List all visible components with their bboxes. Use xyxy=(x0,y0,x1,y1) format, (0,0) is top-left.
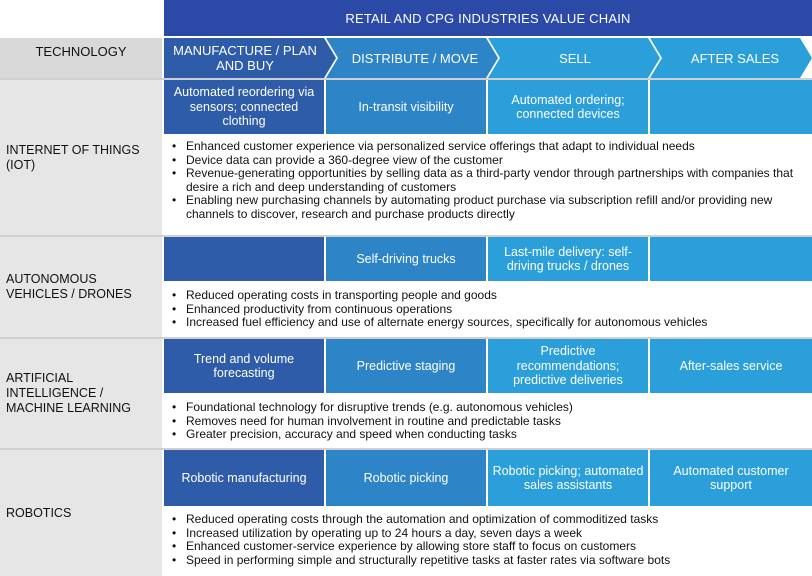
bullet-item: • Enhanced customer experience via personalized service offerings that adapt to individual needs xyxy=(186,140,812,154)
stage-sell-label: SELL xyxy=(559,50,591,66)
bullets-autonomous xyxy=(164,289,812,330)
row-label-robotics: ROBOTICS xyxy=(0,450,162,576)
cell-robotics-manufacture: Robotic manufacturing xyxy=(164,450,324,506)
bullet-item: • Removes need for human involvement in routine and predictable tasks xyxy=(186,415,812,429)
cell-robotics-after-sales: Automated customer support xyxy=(650,450,812,506)
cell-av-manufacture xyxy=(164,237,324,281)
bullet-item: • Device data can provide a 360-degree view of the customer xyxy=(186,154,812,168)
stage-distribute-label: DISTRIBUTE / MOVE xyxy=(351,50,479,66)
stage-manufacture-label: MANUFACTURE / PLAN AND BUY xyxy=(173,43,317,73)
bullet-item: • Speed in performing simple and structurally repetitive tasks at faster rates via software bots xyxy=(186,554,812,568)
row-label-ai-ml: ARTIFICIAL INTELLIGENCE / MACHINE LEARNING xyxy=(0,339,162,448)
bullet-item: • Increased fuel efficiency and use of alternate energy sources, specifically for autonomous vehicles xyxy=(186,316,812,330)
cell-av-after-sales xyxy=(650,237,812,281)
cell-ai-after-sales: After-sales service xyxy=(650,339,812,393)
bullet-item: • Greater precision, accuracy and speed when conducting tasks xyxy=(186,428,812,442)
bullet-item: • Reduced operating costs in transporting people and goods xyxy=(186,289,812,303)
bullet-item: • Revenue-generating opportunities by selling data as a third-party vendor through partnerships with companies that desire a rich and deep understanding of customers xyxy=(186,167,812,194)
cell-iot-sell: Automated ordering; connected devices xyxy=(488,80,648,134)
cell-av-sell: Last-mile delivery: self-driving trucks / drones xyxy=(488,237,648,281)
cell-iot-manufacture: Automated reordering via sensors; connected clothing xyxy=(164,80,324,134)
bullets-iot xyxy=(164,140,812,222)
cell-ai-manufacture: Trend and volume forecasting xyxy=(164,339,324,393)
cell-ai-distribute: Predictive staging xyxy=(326,339,486,393)
technology-header: TECHNOLOGY xyxy=(0,38,162,78)
cell-av-distribute: Self-driving trucks xyxy=(326,237,486,281)
bullet-item: • Enhanced customer-service experience by allowing store staff to focus on customers xyxy=(186,540,812,554)
bullet-item: • Reduced operating costs through the automation and optimization of commoditized tasks xyxy=(186,513,812,527)
bullets-ai-ml xyxy=(164,401,812,442)
row-label-iot: INTERNET OF THINGS (IOT) xyxy=(0,80,162,235)
cell-robotics-sell: Robotic picking; automated sales assistants xyxy=(488,450,648,506)
bullet-item: • Foundational technology for disruptive trends (e.g. autonomous vehicles) xyxy=(186,401,812,415)
stage-after-sales-label: AFTER SALES xyxy=(690,50,780,66)
bullet-item: • Increased utilization by operating up to 24 hours a day, seven days a week xyxy=(186,527,812,541)
bullets-robotics xyxy=(164,513,812,567)
bullet-item: • Enabling new purchasing channels by automating product purchase via subscription refill and/or providing new channels to discover, research and purchase products directly xyxy=(186,194,812,221)
bullet-item: • Enhanced productivity from continuous operations xyxy=(186,303,812,317)
row-label-autonomous: AUTONOMOUS VEHICLES / DRONES xyxy=(0,237,162,337)
cell-robotics-distribute: Robotic picking xyxy=(326,450,486,506)
value-chain-title: RETAIL AND CPG INDUSTRIES VALUE CHAIN xyxy=(164,0,812,36)
cell-ai-sell: Predictive recommendations; predictive deliveries xyxy=(488,339,648,393)
cell-iot-after-sales xyxy=(650,80,812,134)
cell-iot-distribute: In-transit visibility xyxy=(326,80,486,134)
